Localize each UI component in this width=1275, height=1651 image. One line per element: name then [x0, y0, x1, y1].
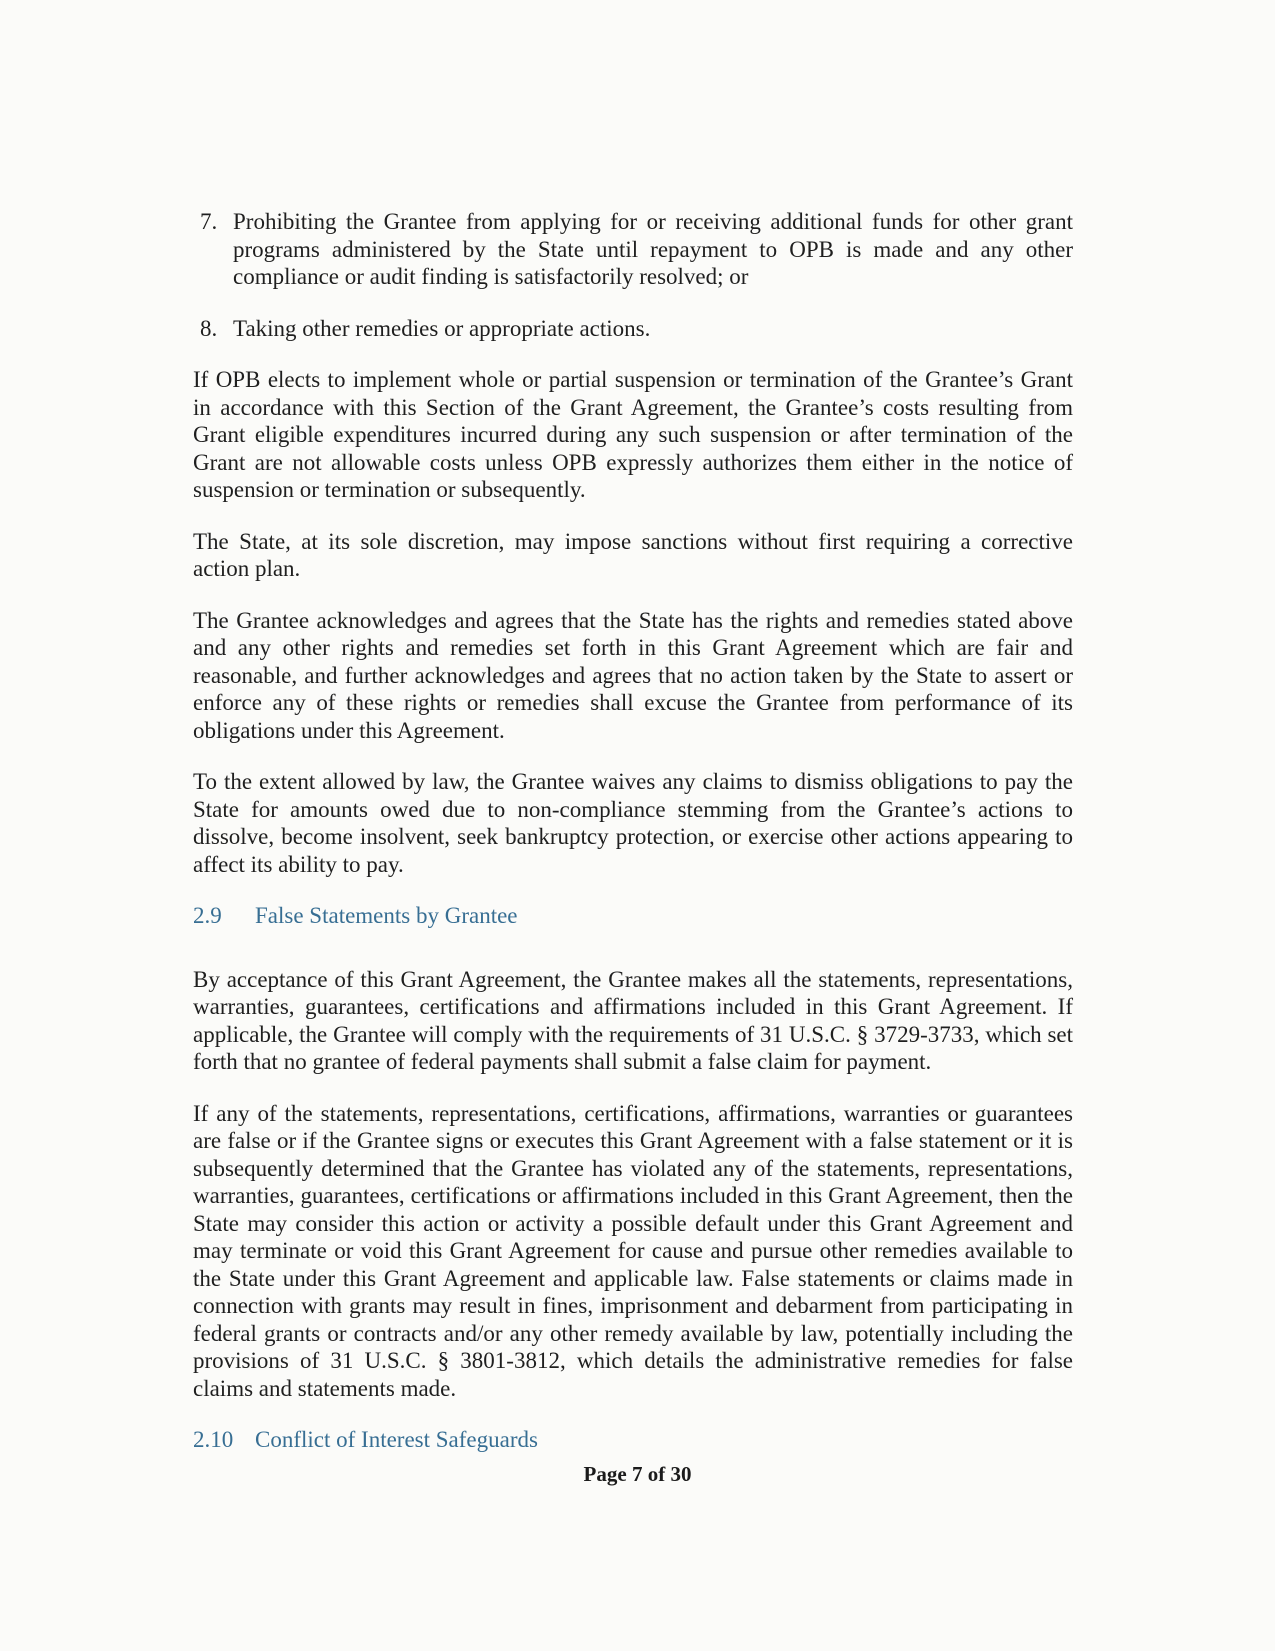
section-heading	[193, 1426, 1073, 1454]
section-number: 2.9	[193, 903, 222, 928]
paragraph: If OPB elects to implement whole or partial suspension or termination of the Grantee’s Grant in accordance with this Section of the Grant Agreement, the Grantee’s costs resulting from Grant eligible expenditures incurred during any such suspension or after termination of the Grant are not allowable costs unless OPB expressly authorizes them either in the notice of suspension or termination or subsequently.	[193, 367, 1073, 502]
list-item-text: Taking other remedies or appropriate actions.	[233, 315, 651, 341]
list-item-number: 7.	[200, 209, 218, 234]
paragraph: To the extent allowed by law, the Grantee waives any claims to dismiss obligations to pay the State for amounts owed due to non-compliance stemming from the Grantee’s actions to dissolve, become insolvent, seek bankruptcy protection, or exercise other actions appearing to affect its ability to pay.	[193, 769, 1073, 877]
section-title: Conflict of Interest Safeguards	[255, 1427, 538, 1452]
section-heading	[193, 902, 1073, 930]
paragraph: The Grantee acknowledges and agrees that the State has the rights and remedies stated above and any other rights and remedies set forth in this Grant Agreement which are fair and reasonable, and further acknowledges and agrees that no action taken by the State to assert or enforce any of these rights or remedies shall excuse the Grantee from performance of its obligations under this Agreement.	[193, 607, 1073, 743]
page-footer: Page 7 of 30	[583, 1462, 692, 1486]
section-title: False Statements by Grantee	[255, 903, 518, 928]
list-item	[193, 315, 1073, 343]
paragraph: If any of the statements, representations, certifications, affirmations, warranties or guarantees are false or if the Grantee signs or executes this Grant Agreement with a false statement or it is subsequently determined that the Grantee has violated any of the statements, representations, warranties, guarantees, certifications or affirmations included in this Grant Agreement, then the State may consider this action or activity a possible default under this Grant Agreement and may terminate or void this Grant Agreement for cause and pursue other remedies available to the State under this Grant Agreement and applicable law. False statements or claims made in connection with grants may result in fines, imprisonment and debarment from participating in federal grants or contracts and/or any other remedy available by law, potentially including the provisions of 31 U.S.C. § 3801-3812, which details the administrative remedies for false claims and statements made.	[193, 1100, 1073, 1401]
list-item-text: Prohibiting the Grantee from applying for or receiving additional funds for other grant programs administered by the State until repayment to OPB is made and any other compliance or audit finding is satisfactorily resolved; or	[233, 209, 1073, 289]
section-number: 2.10	[193, 1427, 234, 1452]
list-item-number: 8.	[200, 315, 218, 341]
paragraph: By acceptance of this Grant Agreement, the Grantee makes all the statements, representations, warranties, guarantees, certifications and affirmations included in this Grant Agreement. If applicable, the Grantee will comply with the requirements of 31 U.S.C. § 3729-3733, which set forth that no grantee of federal payments shall submit a false claim for payment.	[193, 966, 1073, 1074]
document-content	[193, 208, 1073, 1490]
paragraph: The State, at its sole discretion, may impose sanctions without first requiring a corrective action plan.	[193, 528, 1073, 581]
list-item	[193, 208, 1073, 291]
